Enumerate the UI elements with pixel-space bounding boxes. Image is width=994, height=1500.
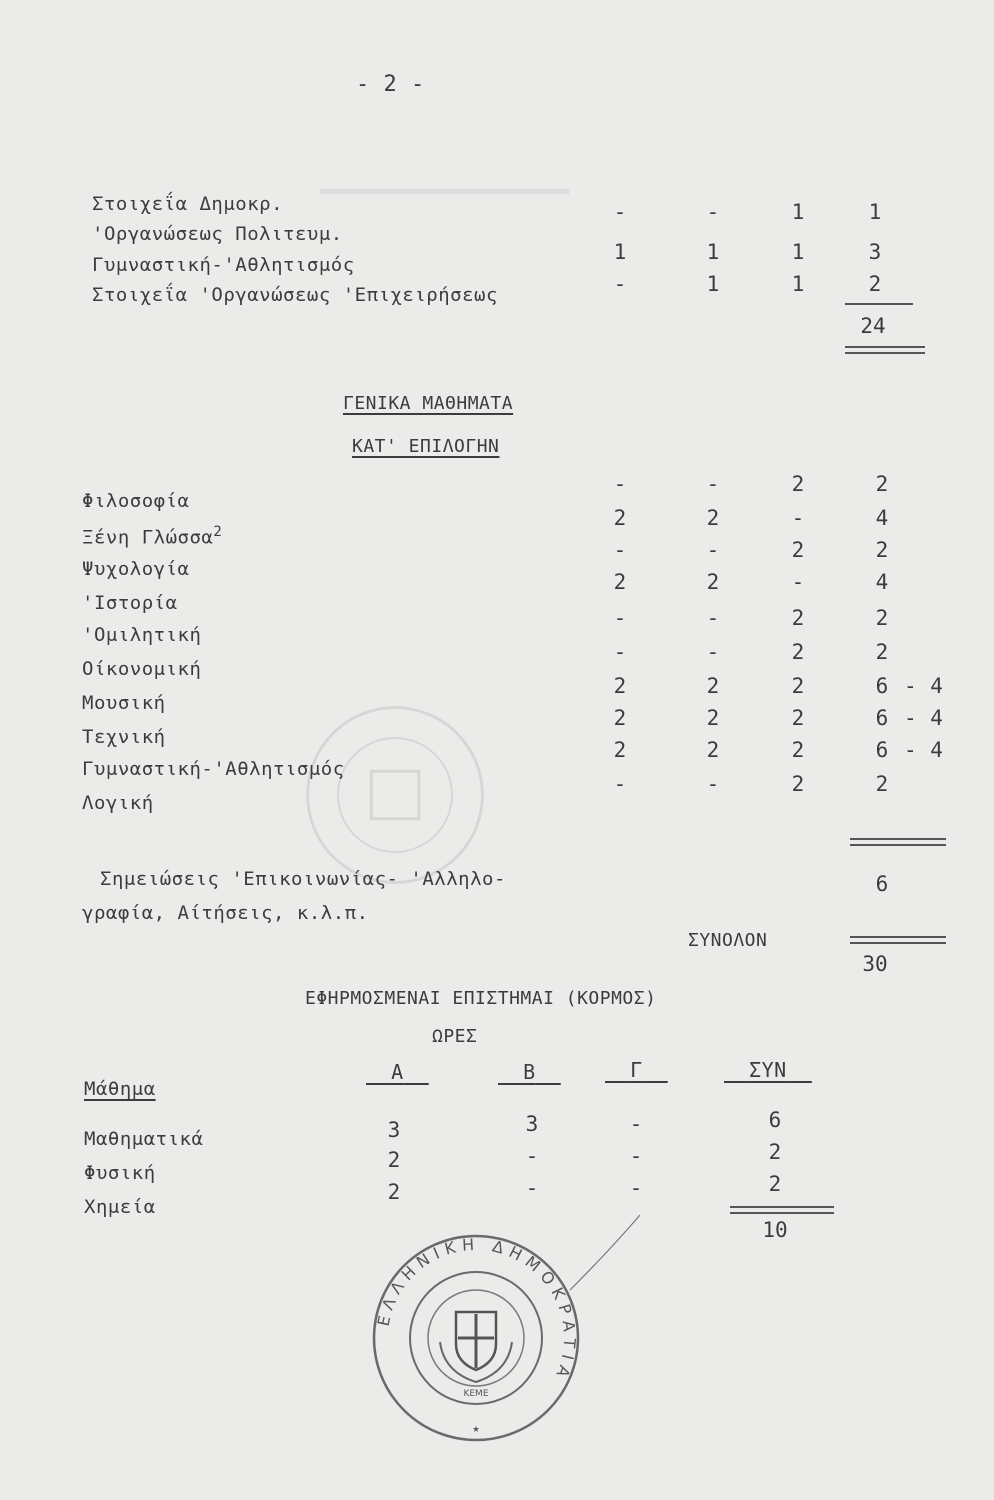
notes-line: γραφία, Αίτήσεις, κ.λ.π. — [82, 902, 369, 924]
hours-a: - — [613, 640, 627, 664]
applied-total: 10 — [762, 1218, 788, 1242]
top-sum: 24 — [860, 314, 886, 338]
hours-a: - — [613, 200, 627, 224]
hours-alt: - 4 — [904, 706, 944, 730]
column-sum — [724, 1058, 812, 1082]
hours-c: - — [791, 570, 805, 594]
applied-label: Χημεία — [84, 1196, 156, 1218]
hours-b: - — [706, 472, 720, 496]
bleed-through-text: ▬▬▬▬▬▬▬▬▬▬▬▬▬▬▬▬▬▬▬▬▬▬▬ — [320, 180, 570, 201]
hours-total: 6 — [875, 706, 889, 730]
hours-b: - — [706, 640, 720, 664]
hours-a: 2 — [613, 674, 627, 698]
hours-b: - — [706, 772, 720, 796]
hours-total: 6 — [875, 674, 889, 698]
hours-c: - — [791, 506, 805, 530]
elective-label: Μουσική — [82, 692, 166, 714]
hours-b: 2 — [706, 506, 720, 530]
hours-c: 1 — [791, 272, 805, 296]
applied-label: Φυσική — [84, 1162, 156, 1184]
hours-b: 3 — [525, 1112, 539, 1136]
subject-label: Στοιχεΐα Δημοκρ. — [92, 193, 284, 215]
signature-stroke — [560, 1210, 650, 1300]
elective-label: Φιλοσοφία — [82, 490, 190, 512]
subject-label: Στοιχεΐα 'Οργανώσεως 'Επιχειρήσεως — [92, 284, 498, 306]
elective-label: 'Ομιλητική — [82, 624, 202, 646]
seal-star-icon: ★ — [472, 1421, 480, 1435]
hours-total: 2 — [875, 640, 889, 664]
total-value: 30 — [862, 952, 888, 976]
applied-heading: ΕΦΗΡΜΟΣΜΕΝΑΙ ΕΠΙΣΤΗΜΑΙ (ΚΟΡΜΟΣ) — [305, 988, 657, 1009]
hours-a: 1 — [613, 240, 627, 264]
hours-c: - — [629, 1176, 643, 1200]
hours-a: - — [613, 538, 627, 562]
hours-a: - — [613, 606, 627, 630]
elective-subheading: ΚΑΤ' ΕΠΙΛΟΓΗΝ — [352, 436, 500, 457]
elective-label-text: Ξένη Γλώσσα — [82, 526, 214, 549]
hours-total: 4 — [875, 506, 889, 530]
hours-b: 1 — [706, 272, 720, 296]
hours-total: 1 — [868, 200, 882, 224]
hours-c: 2 — [791, 738, 805, 762]
hours-c: 2 — [791, 772, 805, 796]
hours-total: 2 — [868, 272, 882, 296]
hours-b: - — [706, 200, 720, 224]
faint-seal-bleed — [300, 700, 490, 890]
hours-b: 2 — [706, 674, 720, 698]
hours-sum: 6 — [768, 1108, 782, 1132]
footnote-marker: 2 — [213, 524, 223, 540]
hours-b: - — [525, 1144, 539, 1168]
elective-label: Ψυχολογία — [82, 558, 190, 580]
hours-a: 3 — [387, 1118, 401, 1142]
seal-inner-text: ΚΕΜΕ — [463, 1389, 489, 1399]
notes-value: 6 — [875, 872, 889, 896]
applied-label: Μαθηματικά — [84, 1128, 204, 1150]
column-b-label: Β — [523, 1060, 536, 1084]
hours-a: - — [613, 472, 627, 496]
subject-label: Γυμναστική-'Αθλητισμός — [92, 254, 355, 276]
column-sum-label: ΣΥΝ — [749, 1058, 787, 1082]
double-sum-line — [845, 346, 925, 354]
hours-sum: 2 — [768, 1172, 782, 1196]
hours-c: 1 — [791, 240, 805, 264]
hours-c: 2 — [791, 606, 805, 630]
hours-a: 2 — [387, 1148, 401, 1172]
hours-a: 2 — [613, 570, 627, 594]
seal-text: ΕΛΛΗΝΙΚΗ ΔΗΜΟΚΡΑΤΙΑ — [373, 1234, 580, 1386]
hours-b: 2 — [706, 570, 720, 594]
hours-c: 1 — [791, 200, 805, 224]
double-sum-line — [850, 936, 946, 944]
official-seal — [370, 1232, 582, 1444]
hours-b: - — [525, 1176, 539, 1200]
hours-sum: 2 — [768, 1140, 782, 1164]
hours-c: 2 — [791, 674, 805, 698]
elective-label: Λογική — [82, 792, 154, 814]
hours-b: 1 — [706, 240, 720, 264]
hours-b: - — [706, 538, 720, 562]
column-c-label: Γ — [630, 1058, 643, 1082]
hours-b: - — [706, 606, 720, 630]
elective-label: Γυμναστική-'Αθλητισμός — [82, 758, 345, 780]
hours-c: - — [629, 1144, 643, 1168]
hours-c: 2 — [791, 706, 805, 730]
hours-heading: ΩΡΕΣ — [432, 1026, 478, 1047]
elective-label: 'Ιστορία — [82, 592, 178, 614]
hours-b: 2 — [706, 738, 720, 762]
hours-total: 2 — [875, 538, 889, 562]
column-c — [605, 1058, 668, 1082]
hours-a: - — [613, 772, 627, 796]
column-a-label: Α — [391, 1060, 404, 1084]
hours-alt: - 4 — [904, 738, 944, 762]
hours-c: 2 — [791, 640, 805, 664]
hours-a: 2 — [613, 706, 627, 730]
hours-total: 3 — [868, 240, 882, 264]
double-sum-line — [730, 1206, 834, 1214]
hours-alt: - 4 — [904, 674, 944, 698]
notes-line: Σημειώσεις 'Επικοινωνίας- 'Αλληλο- — [100, 868, 506, 890]
hours-c: - — [629, 1112, 643, 1136]
total-label: ΣΥΝΟΛΟΝ — [688, 930, 768, 951]
elective-label: Τεχνική — [82, 726, 166, 748]
double-sum-line — [850, 838, 946, 846]
hours-a: 2 — [387, 1180, 401, 1204]
elective-label: Οίκονομική — [82, 658, 202, 680]
hours-a: - — [613, 272, 627, 296]
hours-total: 2 — [875, 472, 889, 496]
hours-c: 2 — [791, 538, 805, 562]
column-subject: Μάθημα — [84, 1078, 156, 1100]
hours-total: 2 — [875, 772, 889, 796]
column-b — [498, 1060, 561, 1084]
sum-line — [845, 303, 913, 305]
elective-heading: ΓΕΝΙΚΑ ΜΑΘΗΜΑΤΑ — [343, 393, 514, 414]
hours-total: 2 — [875, 606, 889, 630]
hours-b: 2 — [706, 706, 720, 730]
page-number: - 2 - — [356, 72, 425, 97]
hours-c: 2 — [791, 472, 805, 496]
hours-total: 4 — [875, 570, 889, 594]
hours-a: 2 — [613, 738, 627, 762]
subject-label: 'Οργανώσεως Πολιτευμ. — [92, 223, 343, 245]
elective-label — [82, 524, 222, 548]
column-a — [366, 1060, 429, 1084]
hours-total: 6 — [875, 738, 889, 762]
hours-a: 2 — [613, 506, 627, 530]
